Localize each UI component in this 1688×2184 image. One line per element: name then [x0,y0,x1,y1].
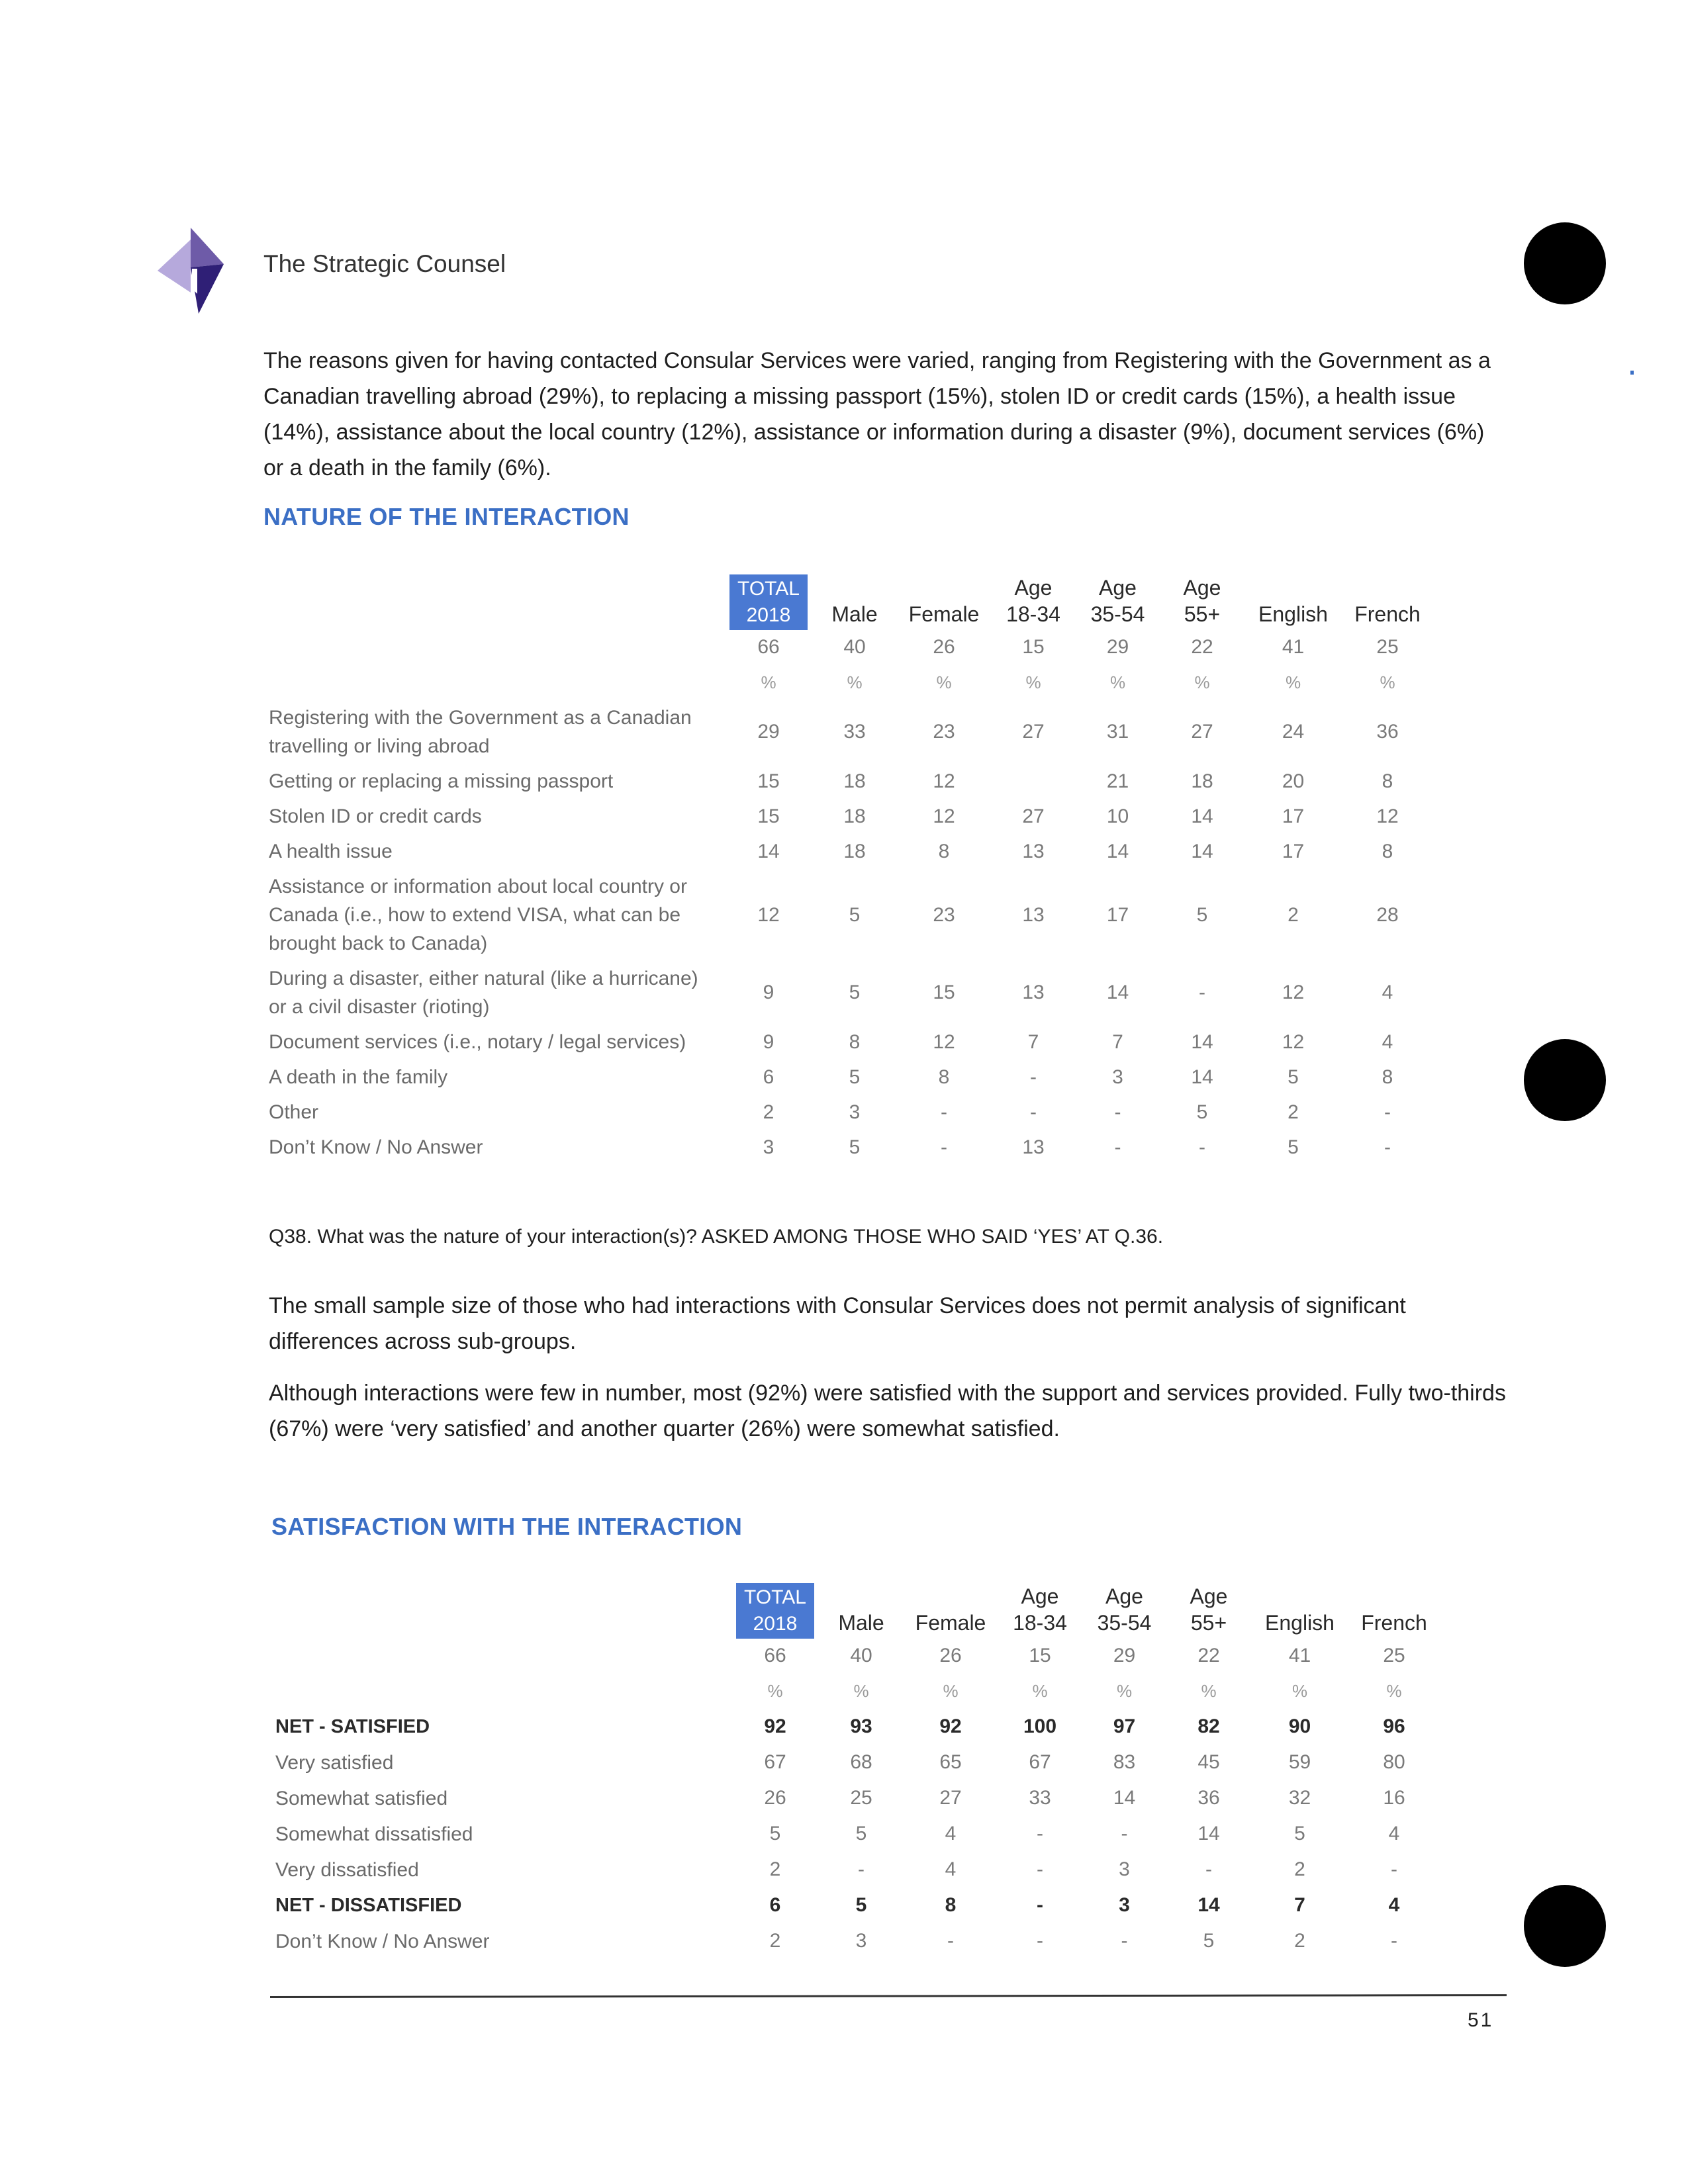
table-cell: 14 [1191,1030,1213,1053]
table-cell: 67 [1029,1751,1051,1773]
table-cell: 10 [1106,805,1129,827]
table-row [269,799,1434,834]
table-row [275,1888,1440,1923]
table-cell: 17 [1282,805,1305,827]
table-row [275,1709,1440,1745]
table-cell: 97 [1113,1715,1136,1737]
table-cell: 18 [843,840,866,862]
base-row-cell: 66 [764,1645,786,1666]
table-cell: - [1384,1101,1391,1123]
header-line-1 [898,574,990,601]
row-label: Document services (i.e., notary / legal services) [269,1031,686,1053]
section-title-nature: NATURE OF THE INTERACTION [263,503,630,530]
table-cell: 5 [849,1066,861,1088]
table-cell: - [1384,1136,1391,1158]
table-row [269,1130,1434,1165]
percent-row-cell: % [936,672,952,692]
base-row [269,630,1434,664]
table-cell: 25 [850,1787,872,1809]
base-row-cell: 29 [1113,1645,1136,1666]
table-cell: 14 [1191,805,1213,827]
column-header-total [726,574,812,630]
base-row-cell: 25 [1383,1645,1405,1666]
table-cell: 26 [764,1787,786,1809]
table-cell: 14 [1106,840,1129,862]
table-cell: 27 [1191,721,1213,743]
table-cell: 23 [933,903,955,926]
table-cell: 3 [855,1930,867,1952]
table-cell: 12 [757,903,780,926]
intro-paragraph: The reasons given for having contacted Consular Services were varied, ranging from Registering with the Government as a Canadian travelling abroad (29%), to replacing a missing passport (15%), stolen ID or credit cards (15%), a health issue (14%), assistance about the local country (12%), assistance or information during a disaster (9%), document services (6%) or a death in the family (6%). [263,348,1491,480]
header-line-2: Female [908,602,980,626]
table-row [275,1852,1440,1888]
table-cell: 12 [933,805,955,827]
header-line-2: 2018 [753,1613,798,1635]
table-cell: 14 [1197,1894,1220,1916]
column-header [997,1583,1083,1639]
table-cell: 5 [1288,1136,1299,1158]
table-cell: 27 [1022,721,1045,743]
table-cell: 13 [1022,903,1045,926]
table-cell: 90 [1288,1715,1311,1737]
column-header-total [732,1583,818,1639]
header-line-2: English [1258,602,1328,626]
table-cell: 3 [1119,1858,1130,1880]
table-cell: 31 [1106,721,1129,743]
table-row [269,700,1434,764]
table-row [275,1923,1440,1959]
table-row [269,961,1434,1024]
table-cell: 3 [1119,1894,1130,1916]
table-cell: 9 [763,1030,774,1053]
punch-hole [1524,222,1606,304]
table-cell: 17 [1282,840,1305,862]
table-cell: 8 [1382,770,1393,792]
base-row-cell: 26 [933,636,955,658]
percent-row-cell: % [1109,672,1126,692]
table-cell: 33 [843,721,866,743]
table-cell: 3 [849,1101,861,1123]
table-cell: 12 [933,770,955,792]
table-cell: 4 [1388,1823,1400,1844]
column-header [812,574,898,630]
table-cell: 93 [850,1715,872,1737]
table-cell: 32 [1288,1787,1311,1809]
header-line-1: Age [1190,1584,1228,1608]
column-header [1348,1583,1440,1639]
percent-row-cell: % [1025,672,1041,692]
header-line-2: 2018 [746,604,791,626]
table-cell: 67 [764,1751,786,1773]
table-cell: 4 [945,1858,957,1880]
table-cell: 33 [1029,1787,1051,1809]
table-cell: 59 [1288,1751,1311,1773]
header-line-2: 18-34 [1006,602,1060,626]
table-cell: 18 [843,805,866,827]
table-cell: 23 [933,721,955,743]
row-label: Very dissatisfied [275,1858,419,1881]
table-cell: 7 [1112,1030,1123,1053]
table-row [275,1816,1440,1852]
table-cell: 12 [1282,981,1305,1003]
header-line-1: Age [1021,1584,1059,1608]
base-row-cell: 15 [1029,1645,1051,1666]
table-cell: - [1030,1066,1037,1088]
page-number: 51 [1468,2009,1494,2031]
table-cell: 100 [1023,1715,1057,1737]
table-cell: 5 [1196,1101,1208,1123]
row-label: NET - SATISFIED [275,1715,430,1737]
header-line-2: Male [831,602,878,626]
table-cell: - [1391,1930,1397,1952]
table-cell: 12 [933,1030,955,1053]
table-cell: 12 [1376,805,1399,827]
percent-row-cell: % [943,1680,959,1701]
base-row-cell: 41 [1288,1645,1311,1666]
table-cell: 20 [1282,770,1305,792]
percent-row-cell: % [767,1680,783,1701]
table-row [269,1024,1434,1060]
table-cell: 5 [849,1136,861,1158]
table-cell: 4 [945,1823,957,1844]
table-cell: 65 [939,1751,962,1773]
table-cell: 16 [1383,1787,1405,1809]
table-cell: 27 [1022,805,1045,827]
table-header-row [275,1583,1440,1639]
table-cell: 4 [1382,1030,1393,1053]
percent-row [275,1673,1440,1709]
table-cell: - [1030,1101,1037,1123]
base-row-cell: 25 [1376,636,1399,658]
table-cell: 14 [1106,981,1129,1003]
table-cell: - [1037,1930,1043,1952]
table-cell: 14 [1197,1823,1220,1844]
table-row [269,1060,1434,1095]
row-label: Don’t Know / No Answer [275,1930,490,1952]
header-line-1: Age [1183,576,1221,600]
table-cell: 8 [945,1894,957,1916]
column-header [1076,574,1159,630]
question-note: Q38. What was the nature of your interaction(s)? ASKED AMONG THOSE WHO SAID ‘YES’ AT Q.36. [269,1226,1164,1248]
table-cell: - [947,1930,954,1952]
header-line-2: 55+ [1190,1611,1227,1635]
table-cell: 4 [1388,1894,1400,1916]
table-cell: 2 [769,1858,781,1880]
header-line-2: French [1361,1611,1427,1635]
row-label: Stolen ID or credit cards [269,805,482,827]
column-header [818,1583,904,1639]
table-cell: 96 [1383,1715,1405,1737]
percent-row-cell: % [761,672,776,692]
row-label: Getting or replacing a missing passport [269,770,614,792]
percent-row-cell: % [1032,1680,1048,1701]
table-cell: 8 [1382,840,1393,862]
table-cell: - [1114,1136,1121,1158]
table-cell: 5 [855,1823,867,1844]
header-line-2: Male [838,1611,884,1635]
table-cell: 3 [763,1136,774,1158]
table-cell: 2 [763,1101,774,1123]
table-row [275,1780,1440,1816]
row-label: Assistance or information about local country or Canada (i.e., how to extend VISA, what can be brought back to Canada) [269,876,687,954]
table-cell: 6 [763,1066,774,1088]
table-cell: 7 [1294,1894,1305,1916]
column-header [1166,1583,1252,1639]
table-cell: - [941,1101,947,1123]
table-cell: 2 [1288,1101,1299,1123]
table-cell: - [1037,1823,1043,1844]
nature-of-interaction-table [269,574,1434,1165]
table-cell: 6 [769,1894,781,1916]
table-cell: 13 [1022,840,1045,862]
sample-size-paragraph: The small sample size of those who had interactions with Consular Services does not permit analysis of significant differences across sub-groups. [269,1293,1406,1354]
table-cell: 29 [757,721,780,743]
table-cell: 5 [849,903,861,926]
brand-name: The Strategic Counsel [263,250,506,277]
header-spacer [269,574,726,630]
table-cell: 7 [1027,1030,1039,1053]
table-cell: 36 [1197,1787,1220,1809]
table-row [269,764,1434,799]
header-line-1 [1252,1583,1348,1610]
column-header [1159,574,1245,630]
scan-speck [1630,371,1634,375]
row-label: During a disaster, either natural (like a hurricane) or a civil disaster (rioting) [269,968,698,1018]
base-row-cell: 22 [1191,636,1213,658]
row-label: Other [269,1101,319,1123]
table-cell: 18 [843,770,866,792]
header-line-1 [1341,574,1434,601]
base-row-cell: 40 [843,636,866,658]
column-header [1341,574,1434,630]
row-label-empty [275,1639,732,1673]
percent-row-cell: % [1285,672,1301,692]
header-line-1 [812,574,898,601]
row-label-empty [269,664,726,700]
table-cell: 2 [1294,1930,1305,1952]
table-cell: 8 [938,840,950,862]
total-header-box [736,1583,814,1639]
table-cell: 3 [1112,1066,1123,1088]
table-cell: 13 [1022,981,1045,1003]
base-row-cell: 41 [1282,636,1305,658]
section-title-satisfaction: SATISFACTION WITH THE INTERACTION [271,1513,743,1540]
header-line-2: 35-54 [1097,1611,1152,1635]
percent-row-cell: % [1194,672,1210,692]
table-cell: 14 [757,840,780,862]
table-cell: 15 [757,805,780,827]
satisfaction-paragraph: Although interactions were few in number, most (92%) were satisfied with the support and services provided. Fully two-thirds (67%) were ‘very satisfied’ and another quarter (26%) were somewhat satisfied. [269,1381,1506,1441]
table-cell: 2 [769,1930,781,1952]
table-cell: - [1121,1930,1128,1952]
punch-hole [1524,1039,1606,1121]
row-label: Somewhat satisfied [275,1787,448,1809]
table-cell: - [941,1136,947,1158]
table-cell: 83 [1113,1751,1136,1773]
table-cell: 14 [1191,840,1213,862]
base-row [275,1639,1440,1673]
table-cell: 5 [1294,1823,1305,1844]
table-row [269,869,1434,961]
header-line-1: Age [1099,576,1137,600]
table-cell: - [1199,981,1205,1003]
table-cell: 18 [1191,770,1213,792]
base-row-cell: 26 [939,1645,962,1666]
row-label: A death in the family [269,1066,448,1088]
table-cell: - [1037,1894,1043,1916]
column-header [904,1583,997,1639]
table-cell: 12 [1282,1030,1305,1053]
table-cell: 9 [763,981,774,1003]
row-label-empty [269,630,726,664]
table-cell: - [1199,1136,1205,1158]
column-header [898,574,990,630]
percent-row-cell: % [1380,672,1395,692]
table-cell: 5 [849,981,861,1003]
table-cell: 14 [1113,1787,1136,1809]
table-cell: 80 [1383,1751,1405,1773]
table-cell: 8 [938,1066,950,1088]
row-label-empty [275,1673,732,1709]
table-cell: - [1037,1858,1043,1880]
header-line-1: TOTAL [737,578,800,600]
header-line-2: Female [915,1611,986,1635]
table-cell: 15 [757,770,780,792]
header-line-2: English [1265,1611,1335,1635]
table-cell: 13 [1022,1136,1045,1158]
percent-row-cell: % [1201,1680,1217,1701]
table-cell: - [1205,1858,1212,1880]
table-cell: 28 [1376,903,1399,926]
strategic-counsel-logo-icon [158,228,224,314]
base-row-cell: 66 [757,636,780,658]
header-line-1 [904,1583,997,1610]
table-cell: - [1114,1101,1121,1123]
table-cell [990,764,1076,799]
header-line-1: Age [1014,576,1053,600]
header-line-2: 18-34 [1013,1611,1067,1635]
table-cell: 14 [1191,1066,1213,1088]
table-cell: 8 [849,1030,861,1053]
table-cell: - [858,1858,865,1880]
table-cell: 21 [1106,770,1129,792]
header-spacer [275,1583,732,1639]
row-label: A health issue [269,841,393,862]
table-row [269,834,1434,869]
table-cell: 15 [933,981,955,1003]
table-cell: 2 [1294,1858,1305,1880]
row-label: Very satisfied [275,1751,394,1774]
satisfaction-table [275,1583,1440,1959]
percent-row [269,664,1434,700]
table-cell: 8 [1382,1066,1393,1088]
table-cell: 36 [1376,721,1399,743]
header-line-2: 55+ [1184,602,1221,626]
header-line-2: 35-54 [1090,602,1145,626]
column-header [1252,1583,1348,1639]
punch-hole [1524,1885,1606,1967]
table-cell: 68 [850,1751,872,1773]
row-label: Somewhat dissatisfied [275,1823,473,1845]
header-line-1 [1245,574,1341,601]
column-header [1083,1583,1166,1639]
header-line-1: Age [1105,1584,1143,1608]
base-row-cell: 15 [1022,636,1045,658]
table-header-row [269,574,1434,630]
table-cell: 92 [939,1715,962,1737]
header-line-1 [818,1583,904,1610]
table-cell: 5 [855,1894,867,1916]
row-label: Registering with the Government as a Canadian travelling or living abroad [269,707,692,757]
table-cell: 5 [769,1823,781,1844]
table-cell: 17 [1106,903,1129,926]
table-cell: 5 [1196,903,1208,926]
percent-row-cell: % [853,1680,869,1701]
table-cell: - [1391,1858,1397,1880]
row-label: NET - DISSATISFIED [275,1894,462,1916]
table-cell: 4 [1382,981,1393,1003]
footer-rule [270,1994,1507,1998]
base-row-cell: 22 [1197,1645,1220,1666]
total-header-box [729,574,808,630]
base-row-cell: 40 [850,1645,872,1666]
column-header [990,574,1076,630]
percent-row-cell: % [1116,1680,1133,1701]
table-cell: 5 [1203,1930,1215,1952]
percent-row-cell: % [1291,1680,1308,1701]
percent-row-cell: % [1386,1680,1402,1701]
table-cell: 2 [1288,903,1299,926]
table-cell: 45 [1197,1751,1220,1773]
table-cell: 82 [1197,1715,1220,1737]
percent-row-cell: % [847,672,863,692]
header-line-1: TOTAL [744,1586,806,1608]
table-cell: 27 [939,1787,962,1809]
table-row [269,1095,1434,1130]
header-line-1 [1348,1583,1440,1610]
row-label: Don’t Know / No Answer [269,1136,483,1158]
table-cell: 5 [1288,1066,1299,1088]
table-cell: 92 [764,1715,786,1737]
base-row-cell: 29 [1106,636,1129,658]
table-cell: - [1121,1823,1128,1844]
table-row [275,1745,1440,1780]
header-line-2: French [1354,602,1421,626]
column-header [1245,574,1341,630]
table-cell: 24 [1282,721,1305,743]
